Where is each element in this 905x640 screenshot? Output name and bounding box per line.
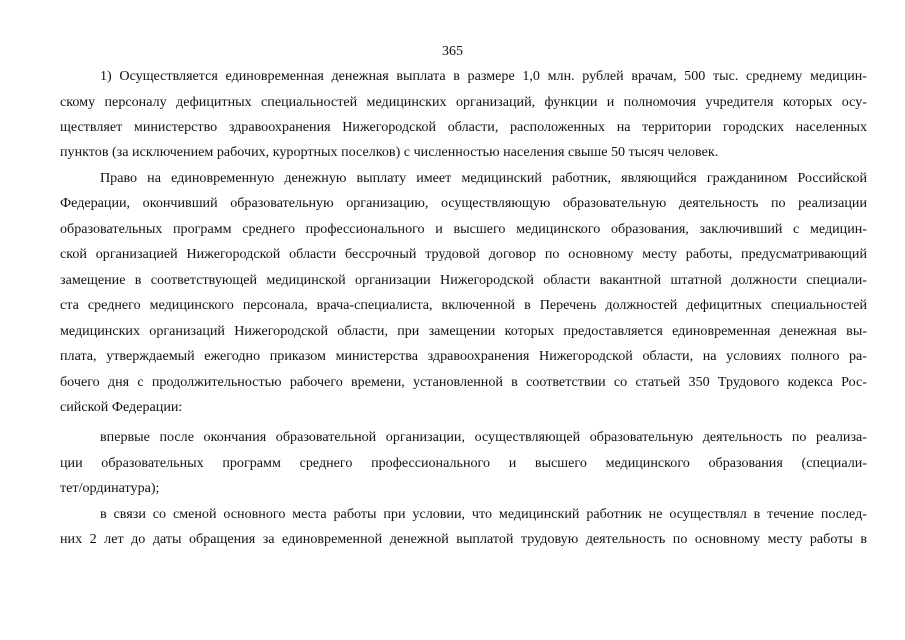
paragraph-3-line-1: впервые после окончания образовательной организации, осуществляющей образовательную деятельность по реализа- [100, 429, 867, 445]
paragraph-2-line-7: медицинских организаций Нижегородской области, при замещении которых предоставляется единовременная денежная вы- [60, 323, 867, 339]
paragraph-2-line-9: бочего дня с продолжительностью рабочего времени, установленной в соответствии со статьей 350 Трудового кодекса Рос- [60, 374, 867, 390]
paragraph-3-line-3: тет/ординатура); [60, 480, 160, 496]
paragraph-4-line-2: них 2 лет до даты обращения за единовременной денежной выплатой трудовую деятельность по основному месту работы в [60, 531, 867, 547]
paragraph-2-line-6: ста среднего медицинского персонала, врача-специалиста, включенной в Перечень должностей дефицитных специальностей [60, 297, 867, 313]
paragraph-3-line-2: ции образовательных программ среднего профессионального и высшего медицинского образования (специали- [60, 455, 867, 471]
paragraph-2-line-5: замещение в соответствующей медицинской организации Нижегородской области вакантной штатной должности специали- [60, 272, 867, 288]
paragraph-2-line-10: сийской Федерации: [60, 399, 183, 415]
paragraph-2-line-8: плата, утверждаемый ежегодно приказом министерства здравоохранения Нижегородской области, на условиях полного ра- [60, 348, 867, 364]
paragraph-1-line-3: ществляет министерство здравоохранения Нижегородской области, расположенных на территории городских населенных [60, 119, 867, 135]
paragraph-2-line-2: Федерации, окончивший образовательную организацию, осуществляющую образовательную деятельность по реализации [60, 195, 867, 211]
page-number: 365 [442, 44, 463, 59]
paragraph-4-line-1: в связи со сменой основного места работы при условии, что медицинский работник не осуществлял в течение послед- [100, 506, 867, 522]
paragraph-2-line-1: Право на единовременную денежную выплату имеет медицинский работник, являющийся гражданином Российской [100, 170, 867, 186]
paragraph-1-line-1: 1) Осуществляется единовременная денежная выплата в размере 1,0 млн. рублей врачам, 500 тыс. среднему медицин- [100, 68, 867, 84]
paragraph-2-line-3: образовательных программ среднего профессионального и высшего медицинского образования, заключивший с медицин- [60, 221, 867, 237]
paragraph-1-line-2: скому персоналу дефицитных специальностей медицинских организаций, функции и полномочия учредителя которых осу- [60, 94, 867, 110]
paragraph-2-line-4: ской организацией Нижегородской области бессрочный трудовой договор по основному месту работы, предусматривающий [60, 246, 867, 262]
paragraph-1-line-4: пунктов (за исключением рабочих, курортных поселков) с численностью населения свыше 50 тысяч человек. [60, 144, 719, 160]
